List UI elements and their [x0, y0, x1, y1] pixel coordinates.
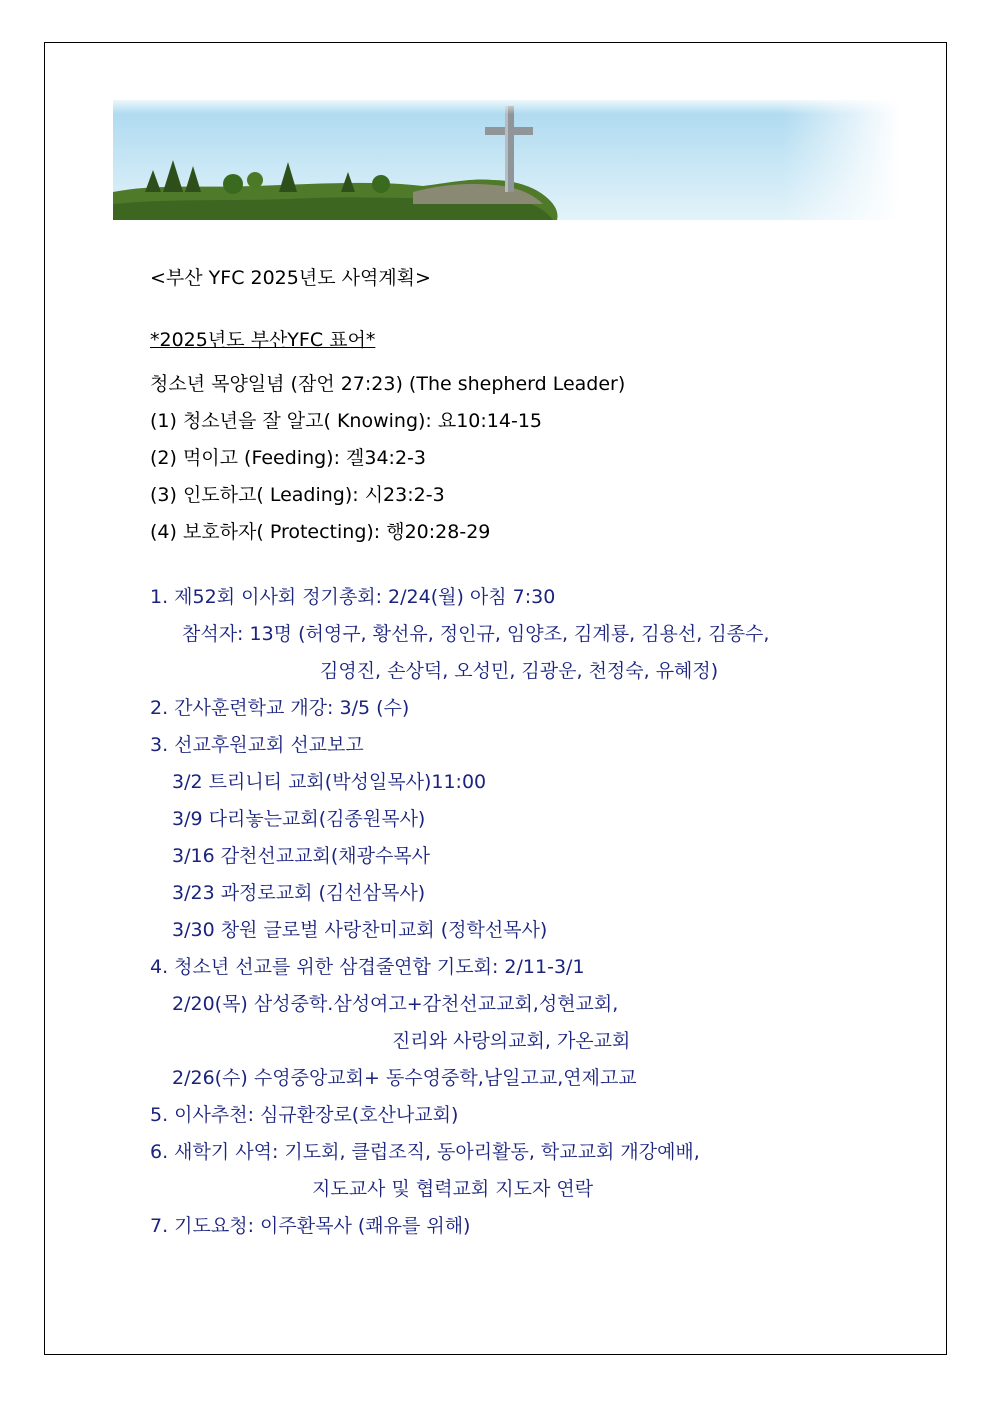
cross-on-hill-banner — [113, 100, 900, 220]
list-item: 참석자: 13명 (허영구, 황선유, 정인규, 임양조, 김계룡, 김용선, 김종수, — [182, 623, 770, 645]
list-item: 2/26(수) 수영중앙교회+ 동수영중학,남일고교,연제고교 — [172, 1067, 637, 1089]
list-item: 진리와 사랑의교회, 가온교회 — [392, 1030, 631, 1052]
list-item: 3/9 다리놓는교회(김종원목사) — [172, 808, 426, 830]
motto-line: (4) 보호하자( Protecting): 행20:28-29 — [150, 521, 491, 543]
list-item: 7. 기도요청: 이주환목사 (쾌유를 위해) — [150, 1215, 471, 1237]
list-item: 3/30 창원 글로벌 사랑찬미교회 (정학선목사) — [172, 919, 548, 941]
list-item: 지도교사 및 협력교회 지도자 연락 — [312, 1178, 594, 1200]
list-item: 6. 새학기 사역: 기도회, 클럽조직, 동아리활동, 학교교회 개강예배, — [150, 1141, 700, 1163]
motto-line: (3) 인도하고( Leading): 시23:2-3 — [150, 484, 445, 506]
motto-heading: *2025년도 부산YFC 표어* — [150, 329, 376, 351]
list-item: 3/16 감천선교교회(채광수목사 — [172, 845, 431, 867]
motto-line: (1) 청소년을 잘 알고( Knowing): 요10:14-15 — [150, 410, 543, 432]
list-item: 3/23 과정로교회 (김선삼목사) — [172, 882, 426, 904]
list-item: 2. 간사훈련학교 개강: 3/5 (수) — [150, 697, 410, 719]
list-item: 1. 제52회 이사회 정기총회: 2/24(월) 아침 7:30 — [150, 586, 556, 608]
list-item: 3/2 트리니티 교회(박성일목사)11:00 — [172, 771, 487, 793]
list-item: 2/20(목) 삼성중학.삼성여고+감천선교교회,성현교회, — [172, 993, 619, 1015]
page-title: <부산 YFC 2025년도 사역계획> — [150, 267, 431, 289]
list-item: 김영진, 손상덕, 오성민, 김광운, 천정숙, 유혜정) — [320, 660, 719, 682]
list-item: 3. 선교후원교회 선교보고 — [150, 734, 364, 756]
motto-line: (2) 먹이고 (Feeding): 겔34:2-3 — [150, 447, 426, 469]
motto-line: 청소년 목양일념 (잠언 27:23) (The shepherd Leader) — [150, 373, 626, 395]
list-item: 4. 청소년 선교를 위한 삼겹줄연합 기도회: 2/11-3/1 — [150, 956, 585, 978]
list-item: 5. 이사추천: 심규환장로(호산나교회) — [150, 1104, 459, 1126]
